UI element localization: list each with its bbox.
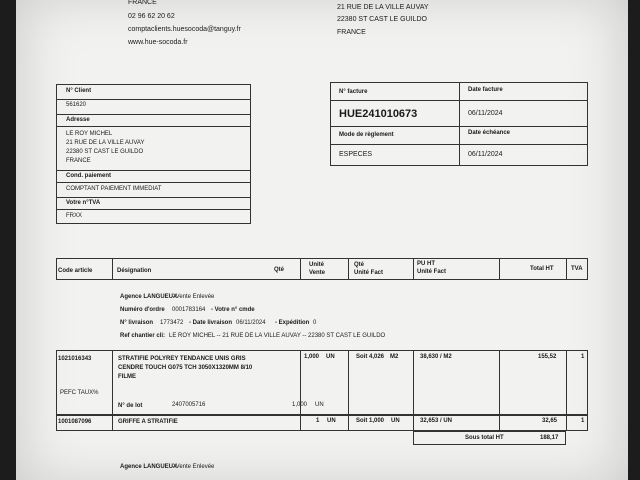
delivery-number-value: 1773472 — [160, 320, 184, 326]
line1-desc-1: STRATIFIE POLYREY TENDANCE UNIS GRIS — [118, 356, 246, 362]
recipient-country: FRANCE — [337, 29, 366, 36]
subtotal-label: Sous total HT — [465, 435, 504, 441]
line1-soit: Soit 4,026 — [356, 354, 385, 360]
job-reference-value: LE ROY MICHEL -- 21 RUE DE LA VILLE AUVAY -- 22380 ST CAST LE GUILDO — [169, 333, 386, 339]
line1-tva: 1 — [581, 354, 585, 360]
company-phone: 02 96 62 20 62 — [128, 13, 175, 20]
line1-pu: 38,630 / M2 — [420, 354, 452, 360]
client-number-label: N° Client — [66, 88, 92, 94]
payment-mode-label: Mode de règlement — [339, 132, 394, 138]
line2-pu: 32,653 / UN — [420, 418, 453, 424]
line2-code: 1001087096 — [58, 419, 92, 425]
col-qte: Qté — [274, 267, 285, 273]
line1-desc-3: FILME — [118, 374, 136, 380]
company-website: www.hue-socoda.fr — [128, 39, 188, 46]
col-designation: Désignation — [117, 268, 152, 274]
due-date-label: Date échéance — [468, 130, 511, 136]
invoice-date-label: Date facture — [468, 87, 503, 93]
line2-unite-fact: UN — [391, 418, 400, 424]
recipient-city: 22380 ST CAST LE GUILDO — [337, 16, 428, 23]
agence2-mode: - Vente Enlevée — [172, 464, 215, 470]
job-reference-label: Ref chantier cli: — [120, 333, 166, 339]
line1-lot-value: 2407005716 — [172, 402, 206, 408]
line1-unite: UN — [326, 354, 335, 360]
line1-total: 155,52 — [538, 354, 557, 360]
expedition-label: - Expédition — [275, 320, 310, 326]
col-code-article: Code article — [58, 268, 93, 274]
payment-mode-value: ESPECES — [339, 151, 373, 158]
payment-condition-value: COMPTANT PAIEMENT IMMEDIAT — [66, 186, 162, 192]
line1-desc-2: CENDRE TOUCH G075 TCH 3050X1320MM 8/10 — [118, 365, 253, 371]
invoice-date-value: 06/11/2024 — [468, 110, 503, 117]
address-label: Adresse — [66, 117, 90, 123]
line2-unite: UN — [327, 418, 336, 424]
vat-number-label: Votre n°TVA — [66, 200, 101, 206]
col-pu-ht-1: PU HT — [417, 261, 435, 267]
line2-total: 32,65 — [542, 418, 558, 424]
order-number-value: 0001783164 — [172, 307, 206, 313]
recipient-street: 21 RUE DE LA VILLE AUVAY — [337, 4, 429, 11]
invoice-number-label: N° facture — [339, 89, 368, 95]
payment-condition-label: Cond. paiement — [66, 173, 112, 179]
line1-code: 1021016343 — [58, 356, 92, 362]
invoice-number-value: HUE241010673 — [339, 108, 418, 120]
delivery-number-label: N° livraison — [120, 320, 154, 326]
line1-lot-unite: UN — [315, 402, 324, 408]
delivery-date-label: - Date livraison — [189, 320, 233, 326]
line1-unite-fact: M2 — [390, 354, 399, 360]
address-line-2: 21 RUE DE LA VILLE AUVAY — [66, 140, 145, 146]
address-line-4: FRANCE — [66, 158, 91, 164]
col-unite-vente-1: Unité — [309, 262, 324, 268]
col-qte-fact-1: Qté — [354, 262, 365, 268]
col-unite-vente-2: Vente — [309, 270, 326, 276]
client-order-label: - Votre n° cmde — [211, 307, 255, 313]
company-country: FRANCE — [128, 0, 157, 6]
delivery-date-value: 06/11/2024 — [236, 320, 266, 326]
line2-tva: 1 — [581, 418, 585, 424]
subtotal-value: 188,17 — [540, 435, 559, 441]
agence-name: Agence LANGUEUX — [120, 294, 178, 300]
agence2-name: Agence LANGUEUX — [120, 464, 178, 470]
expedition-value: 0 — [313, 320, 317, 326]
line1-qte: 1,000 — [304, 354, 320, 360]
col-tva: TVA — [571, 266, 583, 272]
col-qte-fact-2: Unité Fact — [354, 270, 384, 276]
due-date-value: 06/11/2024 — [468, 151, 503, 158]
client-number-value: 561620 — [66, 102, 87, 108]
line1-pefc: PEFC TAUX% — [60, 390, 99, 396]
vat-number-value: FRXX — [66, 213, 83, 219]
line2-desc: GRIFFE A STRATIFIE — [118, 419, 178, 425]
order-number-label: Numéro d'ordre — [120, 307, 165, 313]
col-total-ht: Total HT — [530, 266, 554, 272]
line2-qte: 1 — [316, 418, 320, 424]
line2-soit: Soit 1,000 — [356, 418, 385, 424]
address-line-3: 22380 ST CAST LE GUILDO — [66, 149, 144, 155]
col-pu-ht-2: Unité Fact — [417, 269, 447, 275]
line1-lot-label: N° de lot — [118, 403, 143, 409]
line1-lot-qte: 1,000 — [292, 402, 308, 408]
agence-mode: - Vente Enlevée — [172, 294, 215, 300]
company-email: comptaclients.huesocoda@tanguy.fr — [128, 26, 241, 33]
address-line-1: LE ROY MICHEL — [66, 131, 113, 137]
